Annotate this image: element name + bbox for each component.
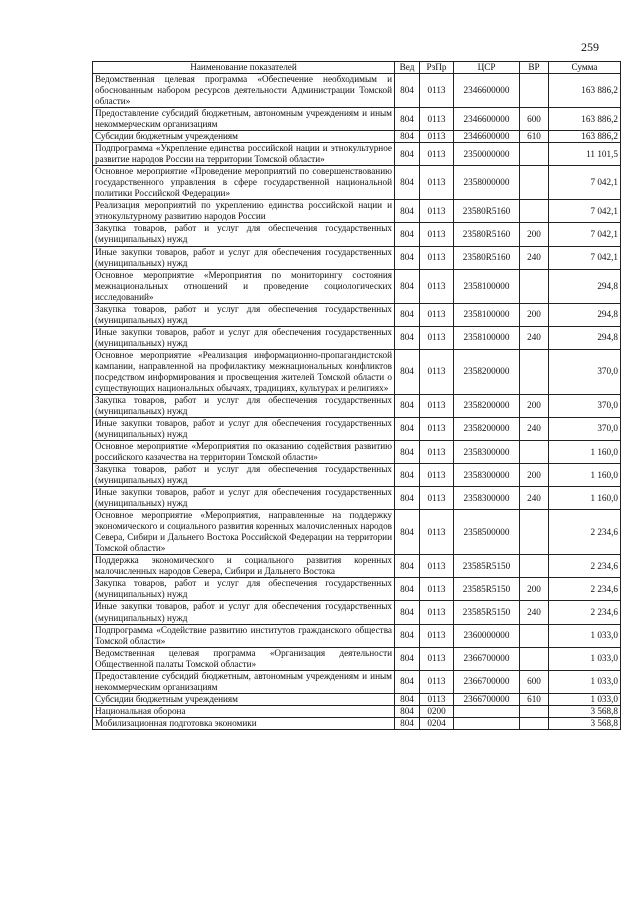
cell-name: Иные закупки товаров, работ и услуг для обеспечения государственных (муниципальных) нужд [93, 246, 395, 269]
table-row [93, 578, 621, 601]
cell-rzpr: 0113 [420, 349, 454, 394]
cell-sum: 11 101,5 [549, 143, 621, 166]
cell-csr: 2358500000 [454, 510, 520, 555]
cell-rzpr: 0200 [420, 705, 454, 717]
cell-rzpr: 0113 [420, 269, 454, 303]
cell-csr [454, 705, 520, 717]
cell-name: Подпрограмма «Укрепление единства российской нации и этнокультурное развитие народов России на территории Томской области» [93, 143, 395, 166]
cell-name: Основное мероприятие «Проведение мероприятий по совершенствованию государственного управления в сфере государственной национальной политики Российской Федерации» [93, 166, 395, 200]
cell-rzpr: 0113 [420, 624, 454, 647]
cell-csr: 2358100000 [454, 326, 520, 349]
cell-rzpr: 0113 [420, 670, 454, 693]
cell-name: Подпрограмма «Содействие развитию институтов гражданского общества Томской области» [93, 624, 395, 647]
cell-rzpr: 0113 [420, 601, 454, 624]
cell-csr: 23580R5160 [454, 200, 520, 223]
table-row [93, 131, 621, 143]
cell-csr: 2346600000 [454, 131, 520, 143]
cell-csr: 2366700000 [454, 670, 520, 693]
cell-name: Закупка товаров, работ и услуг для обеспечения государственных (муниципальных) нужд [93, 464, 395, 487]
table-row [93, 223, 621, 246]
cell-vr: 600 [520, 670, 549, 693]
cell-vr [520, 200, 549, 223]
cell-vr: 240 [520, 601, 549, 624]
cell-rzpr: 0113 [420, 143, 454, 166]
cell-sum: 1 033,0 [549, 624, 621, 647]
cell-vr: 240 [520, 487, 549, 510]
cell-rzpr: 0113 [420, 647, 454, 670]
cell-vr: 200 [520, 464, 549, 487]
cell-csr [454, 717, 520, 729]
cell-vr: 610 [520, 131, 549, 143]
cell-ved: 804 [395, 487, 420, 510]
cell-sum: 1 160,0 [549, 487, 621, 510]
cell-vr: 240 [520, 417, 549, 440]
cell-name: Мобилизационная подготовка экономики [93, 717, 395, 729]
table-row [93, 510, 621, 555]
cell-name: Ведомственная целевая программа «Организация деятельности Общественной палаты Томской области» [93, 647, 395, 670]
cell-vr [520, 717, 549, 729]
cell-name: Иные закупки товаров, работ и услуг для обеспечения государственных (муниципальных) нужд [93, 487, 395, 510]
cell-sum: 294,8 [549, 303, 621, 326]
cell-ved: 804 [395, 143, 420, 166]
cell-vr [520, 647, 549, 670]
cell-vr [520, 269, 549, 303]
cell-csr: 23580R5160 [454, 223, 520, 246]
cell-sum: 163 886,2 [549, 74, 621, 108]
cell-vr [520, 143, 549, 166]
table-row [93, 303, 621, 326]
cell-ved: 804 [395, 624, 420, 647]
cell-ved: 804 [395, 74, 420, 108]
header-ved: Вед [395, 62, 420, 74]
cell-ved: 804 [395, 223, 420, 246]
cell-name: Субсидии бюджетным учреждениям [93, 693, 395, 705]
cell-ved: 804 [395, 200, 420, 223]
cell-csr: 2358200000 [454, 417, 520, 440]
cell-vr: 200 [520, 394, 549, 417]
cell-ved: 804 [395, 647, 420, 670]
cell-vr [520, 74, 549, 108]
cell-ved: 804 [395, 131, 420, 143]
cell-rzpr: 0113 [420, 131, 454, 143]
cell-rzpr: 0113 [420, 108, 454, 131]
cell-vr: 200 [520, 578, 549, 601]
cell-sum: 1 160,0 [549, 464, 621, 487]
cell-ved: 804 [395, 510, 420, 555]
table-row [93, 717, 621, 729]
cell-sum: 370,0 [549, 417, 621, 440]
table-row [93, 693, 621, 705]
header-rzpr: РзПр [420, 62, 454, 74]
cell-ved: 804 [395, 108, 420, 131]
cell-csr: 2358100000 [454, 269, 520, 303]
cell-sum: 370,0 [549, 394, 621, 417]
cell-ved: 804 [395, 326, 420, 349]
cell-sum: 163 886,2 [549, 108, 621, 131]
cell-sum: 7 042,1 [549, 223, 621, 246]
cell-sum: 294,8 [549, 269, 621, 303]
cell-csr: 2350000000 [454, 143, 520, 166]
cell-name: Ведомственная целевая программа «Обеспечение необходимым и обоснованным набором ресурсов деятельности Администрации Томской области» [93, 74, 395, 108]
cell-vr: 600 [520, 108, 549, 131]
cell-sum: 1 033,0 [549, 693, 621, 705]
table-row [93, 464, 621, 487]
cell-vr [520, 705, 549, 717]
table-row [93, 601, 621, 624]
cell-csr: 2358000000 [454, 166, 520, 200]
cell-csr: 2366700000 [454, 647, 520, 670]
table-row [93, 200, 621, 223]
cell-ved: 804 [395, 555, 420, 578]
table-row [93, 269, 621, 303]
cell-csr: 2358200000 [454, 349, 520, 394]
cell-sum: 7 042,1 [549, 246, 621, 269]
budget-table [92, 61, 621, 730]
header-vr: ВР [520, 62, 549, 74]
cell-csr: 2358100000 [454, 303, 520, 326]
cell-name: Закупка товаров, работ и услуг для обеспечения государственных (муниципальных) нужд [93, 223, 395, 246]
cell-ved: 804 [395, 303, 420, 326]
cell-vr: 610 [520, 693, 549, 705]
cell-sum: 2 234,6 [549, 510, 621, 555]
cell-ved: 804 [395, 394, 420, 417]
cell-vr: 240 [520, 326, 549, 349]
cell-name: Иные закупки товаров, работ и услуг для обеспечения государственных (муниципальных) нужд [93, 326, 395, 349]
cell-name: Предоставление субсидий бюджетным, автономным учреждениям и иным некоммерческим организациям [93, 670, 395, 693]
cell-rzpr: 0113 [420, 303, 454, 326]
cell-vr [520, 555, 549, 578]
cell-rzpr: 0113 [420, 394, 454, 417]
header-sum: Сумма [549, 62, 621, 74]
cell-vr: 240 [520, 246, 549, 269]
table-row [93, 349, 621, 394]
cell-csr: 2360000000 [454, 624, 520, 647]
cell-ved: 804 [395, 441, 420, 464]
cell-name: Предоставление субсидий бюджетным, автономным учреждениям и иным некоммерческим организациям [93, 108, 395, 131]
cell-vr [520, 166, 549, 200]
cell-ved: 804 [395, 670, 420, 693]
cell-csr: 2346600000 [454, 74, 520, 108]
cell-sum: 2 234,6 [549, 578, 621, 601]
cell-sum: 7 042,1 [549, 200, 621, 223]
cell-sum: 163 886,2 [549, 131, 621, 143]
cell-vr: 200 [520, 303, 549, 326]
cell-name: Иные закупки товаров, работ и услуг для обеспечения государственных (муниципальных) нужд [93, 417, 395, 440]
table-row [93, 647, 621, 670]
table-row [93, 74, 621, 108]
cell-csr: 2366700000 [454, 693, 520, 705]
cell-csr: 2358300000 [454, 441, 520, 464]
cell-name: Реализация мероприятий по укреплению единства российской нации и этнокультурному развитию народов России [93, 200, 395, 223]
table-row [93, 143, 621, 166]
cell-ved: 804 [395, 601, 420, 624]
cell-vr [520, 349, 549, 394]
cell-rzpr: 0113 [420, 417, 454, 440]
cell-rzpr: 0113 [420, 246, 454, 269]
cell-name: Иные закупки товаров, работ и услуг для обеспечения государственных (муниципальных) нужд [93, 601, 395, 624]
table-row [93, 441, 621, 464]
table-row [93, 326, 621, 349]
table-row [93, 166, 621, 200]
table-row [93, 555, 621, 578]
cell-ved: 804 [395, 717, 420, 729]
cell-csr: 2346600000 [454, 108, 520, 131]
cell-ved: 804 [395, 166, 420, 200]
cell-rzpr: 0113 [420, 200, 454, 223]
cell-vr: 200 [520, 223, 549, 246]
table-row [93, 394, 621, 417]
cell-ved: 804 [395, 693, 420, 705]
cell-rzpr: 0113 [420, 464, 454, 487]
cell-name: Национальная оборона [93, 705, 395, 717]
cell-name: Закупка товаров, работ и услуг для обеспечения государственных (муниципальных) нужд [93, 303, 395, 326]
cell-name: Основное мероприятие «Реализация информационно-пропагандистской кампании, направленной на профилактику межнациональных конфликтов посредством информирования и просвещения жителей Томской области о существующих национальных обычаях, традициях, культурах и религиях» [93, 349, 395, 394]
cell-rzpr: 0113 [420, 326, 454, 349]
cell-sum: 2 234,6 [549, 601, 621, 624]
cell-ved: 804 [395, 578, 420, 601]
cell-csr: 23585R5150 [454, 555, 520, 578]
header-csr: ЦСР [454, 62, 520, 74]
page-number: 259 [581, 40, 599, 54]
cell-rzpr: 0113 [420, 555, 454, 578]
cell-rzpr: 0113 [420, 74, 454, 108]
cell-sum: 1 160,0 [549, 441, 621, 464]
cell-vr [520, 441, 549, 464]
cell-vr [520, 624, 549, 647]
table-row [93, 670, 621, 693]
table-row [93, 417, 621, 440]
cell-ved: 804 [395, 464, 420, 487]
cell-csr: 2358300000 [454, 464, 520, 487]
cell-sum: 1 033,0 [549, 647, 621, 670]
cell-csr: 2358300000 [454, 487, 520, 510]
cell-sum: 370,0 [549, 349, 621, 394]
cell-sum: 3 568,8 [549, 705, 621, 717]
cell-csr: 23585R5150 [454, 601, 520, 624]
cell-sum: 3 568,8 [549, 717, 621, 729]
cell-name: Основное мероприятие «Мероприятия, направленные на поддержку экономического и социального развития коренных малочисленных народов Севера, Сибири и Дальнего Востока Российской Федерации на территории Томской области» [93, 510, 395, 555]
cell-ved: 804 [395, 246, 420, 269]
cell-rzpr: 0204 [420, 717, 454, 729]
cell-name: Субсидии бюджетным учреждениям [93, 131, 395, 143]
cell-rzpr: 0113 [420, 223, 454, 246]
cell-name: Поддержка экономического и социального развития коренных малочисленных народов Севера, Сибири и Дальнего Востока [93, 555, 395, 578]
cell-csr: 2358200000 [454, 394, 520, 417]
cell-sum: 2 234,6 [549, 555, 621, 578]
cell-rzpr: 0113 [420, 487, 454, 510]
table-row [93, 624, 621, 647]
cell-csr: 23580R5160 [454, 246, 520, 269]
table-row [93, 246, 621, 269]
cell-sum: 294,8 [549, 326, 621, 349]
table-row [93, 705, 621, 717]
cell-vr [520, 510, 549, 555]
cell-ved: 804 [395, 269, 420, 303]
cell-rzpr: 0113 [420, 166, 454, 200]
cell-ved: 804 [395, 349, 420, 394]
cell-sum: 1 033,0 [549, 670, 621, 693]
cell-rzpr: 0113 [420, 510, 454, 555]
cell-ved: 804 [395, 417, 420, 440]
cell-name: Основное мероприятие «Мероприятия по оказанию содействия развитию российского казачества на территории Томской области» [93, 441, 395, 464]
cell-name: Основное мероприятие «Мероприятия по мониторингу состояния межнациональных отношений и проведение социологических исследований» [93, 269, 395, 303]
header-name: Наименование показателей [93, 62, 395, 74]
cell-name: Закупка товаров, работ и услуг для обеспечения государственных (муниципальных) нужд [93, 578, 395, 601]
cell-sum: 7 042,1 [549, 166, 621, 200]
cell-rzpr: 0113 [420, 578, 454, 601]
table-header-row [93, 62, 621, 74]
cell-rzpr: 0113 [420, 693, 454, 705]
table-row [93, 487, 621, 510]
cell-ved: 804 [395, 705, 420, 717]
table-row [93, 108, 621, 131]
cell-csr: 23585R5150 [454, 578, 520, 601]
cell-name: Закупка товаров, работ и услуг для обеспечения государственных (муниципальных) нужд [93, 394, 395, 417]
cell-rzpr: 0113 [420, 441, 454, 464]
